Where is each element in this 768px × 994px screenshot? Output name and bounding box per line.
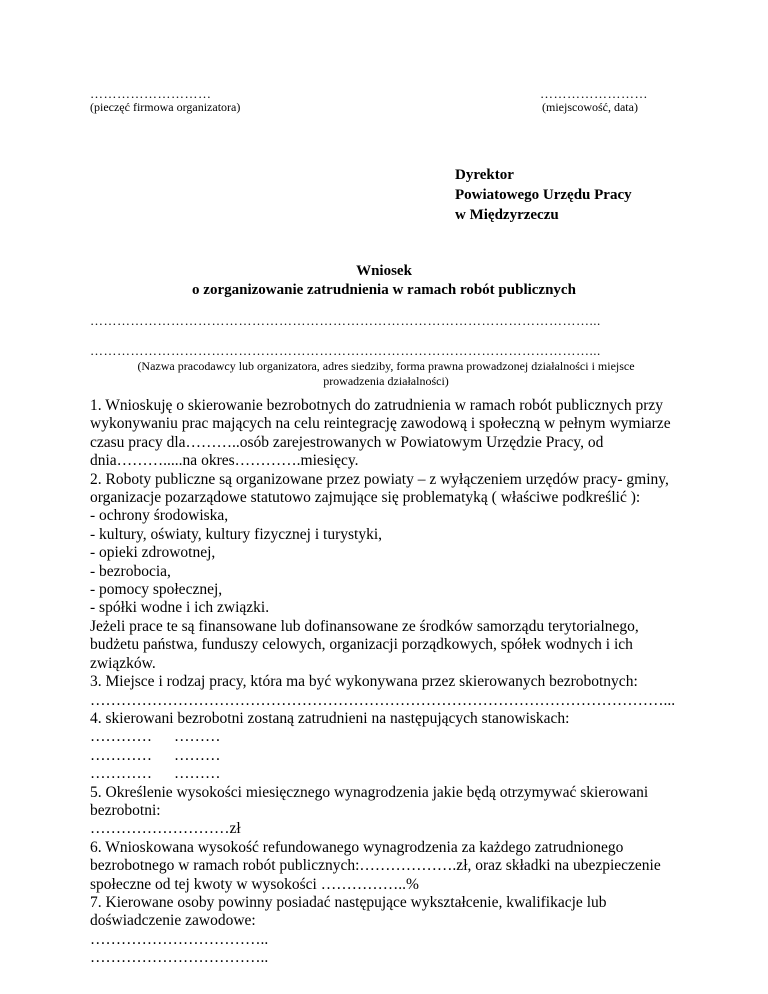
body-line: 7. Kierowane osoby powinny posiadać następujące wykształcenie, kwalifikacje lub	[90, 893, 607, 911]
position-row	[90, 765, 690, 783]
body-line: bezrobotnego w ramach robót publicznych:……………….zł, oraz składki na ubezpieczenie	[90, 857, 661, 875]
body-line: związków.	[90, 654, 156, 672]
body-line: czasu pracy dla………..osób zarejestrowanych w Powiatowym Urzędzie Pracy, od	[90, 433, 604, 451]
position-row	[90, 728, 690, 746]
body-line: 1. Wnioskuję o skierowanie bezrobotnych do zatrudnienia w ramach robót publicznych przy	[90, 397, 664, 414]
employer-caption: (Nazwa pracodawcy lub organizatora, adres siedziby, forma prawna prowadzonej działalności i miejsce	[137, 359, 635, 373]
addressee-line: Powiatowego Urzędu Pracy	[455, 187, 632, 203]
body-line: dnia……….....na okres………….miesięcy.	[90, 452, 359, 470]
application-body	[90, 397, 690, 968]
body-line: ……………………………..	[90, 930, 269, 948]
position-dots: …………	[90, 728, 152, 746]
body-line: 3. Miejsce i rodzaj pracy, która ma być wykonywana przez skierowanych bezrobotnych:	[90, 673, 638, 691]
addressee-line: Dyrektor	[455, 167, 514, 183]
employer-dots-line: …………………………………………………………………………………………………...	[90, 313, 601, 328]
body-line: Jeżeli prace te są finansowane lub dofinansowane ze środków samorządu terytorialnego,	[90, 617, 639, 635]
body-line: budżetu państwa, funduszy celowych, organizacji porządkowych, spółek wodnych i ich	[90, 636, 633, 654]
position-dots: ………	[174, 746, 221, 764]
body-line: społeczne od tej kwoty w wysokości ……………..%	[90, 875, 419, 893]
position-row	[90, 747, 690, 765]
addressee-line: w Międzyrzeczu	[455, 207, 559, 223]
body-line: - spółki wodne i ich związki.	[90, 599, 270, 617]
body-line: bezrobotni:	[90, 801, 161, 819]
document-title: Wniosek	[356, 263, 412, 279]
body-line: …………………………………………………………………………………………………...	[90, 691, 676, 709]
body-line: 4. skierowani bezrobotni zostaną zatrudnieni na następujących stanowiskach:	[90, 709, 570, 727]
body-line: - pomocy społecznej,	[90, 581, 223, 599]
place-date-dots: ……………………	[540, 86, 648, 101]
body-line: organizacje pozarządowe statutowo zajmujące się problematyką ( właściwe podkreślić ):	[90, 489, 641, 507]
addressee-block	[455, 165, 632, 225]
document-subtitle: o zorganizowanie zatrudnienia w ramach robót publicznych	[192, 282, 576, 298]
position-dots: ………	[174, 765, 221, 783]
stamp-dots: ………………………	[90, 86, 212, 101]
body-line: - kultury, oświaty, kultury fizycznej i turystyki,	[90, 525, 383, 543]
body-line: - opieki zdrowotnej,	[90, 544, 216, 562]
position-dots: …………	[90, 765, 152, 783]
position-dots: …………	[90, 746, 152, 764]
position-dots: ………	[174, 728, 221, 746]
employer-caption: prowadzenia działalności)	[323, 374, 449, 388]
body-line: ………………………zł	[90, 820, 241, 838]
body-line: ……………………………..	[90, 949, 269, 967]
body-line: 5. Określenie wysokości miesięcznego wynagrodzenia jakie będą otrzymywać skierowani	[90, 783, 649, 801]
stamp-caption: (pieczęć firmowa organizatora)	[90, 100, 241, 114]
body-line: wykonywaniu prac mających na celu reintegrację zawodową i społeczną w pełnym wymiarze	[90, 415, 671, 433]
body-line: - bezrobocia,	[90, 562, 171, 580]
body-line: 2. Roboty publiczne są organizowane przez powiaty – z wyłączeniem urzędów pracy- gminy,	[90, 470, 669, 488]
body-line: 6. Wnioskowana wysokość refundowanego wynagrodzenia za każdego zatrudnionego	[90, 838, 624, 856]
place-date-caption: (miejscowość, data)	[542, 100, 638, 114]
body-line: - ochrony środowiska,	[90, 507, 229, 525]
body-line: doświadczenie zawodowe:	[90, 912, 256, 930]
employer-dots-line: …………………………………………………………………………………………………...	[90, 343, 601, 358]
